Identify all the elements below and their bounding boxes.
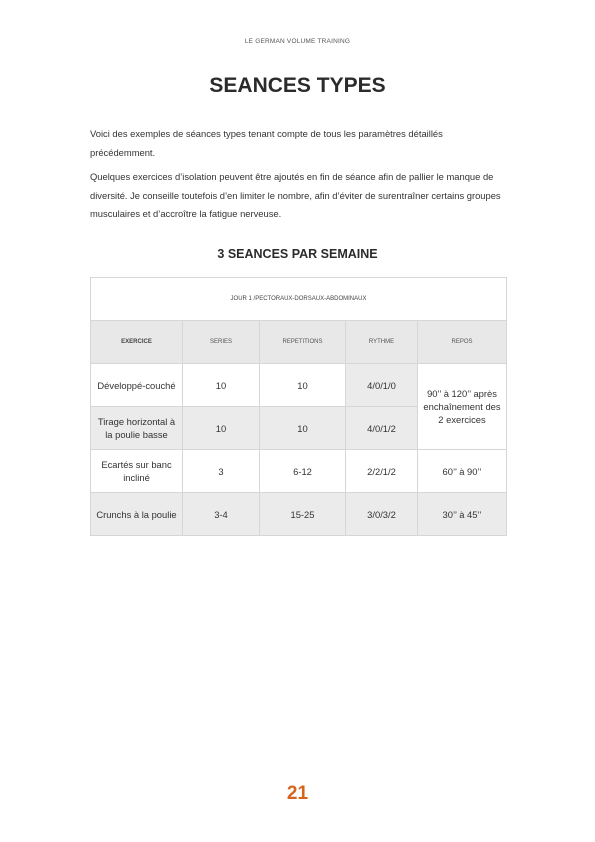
table-row [91,364,507,407]
exercise-cell: Développé-couché [91,364,183,407]
repetitions-cell: 15-25 [260,493,346,536]
column-header-rest: REPOS [418,321,507,364]
column-header-repetitions: REPETITIONS [260,321,346,364]
series-cell: 10 [183,407,260,450]
day-title-row [91,278,507,321]
rest-cell: 90’’ à 120’’ après enchaînement des 2 exercices [418,364,507,450]
tempo-cell: 4/0/1/2 [346,407,418,450]
column-header-row [91,321,507,364]
table-row [91,450,507,493]
intro-paragraph: Voici des exemples de séances types tenant compte de tous les paramètres détaillés précédemment. [90,128,443,158]
series-cell: 3-4 [183,493,260,536]
tempo-cell: 3/0/3/2 [346,493,418,536]
exercise-cell: Crunchs à la poulie [91,493,183,536]
tempo-cell: 4/0/1/0 [346,364,418,407]
tempo-cell: 2/2/1/2 [346,450,418,493]
day-title: JOUR 1 /PECTORAUX-DORSAUX-ABDOMINAUX [91,278,507,321]
repetitions-cell: 10 [260,364,346,407]
column-header-exercise: EXERCICE [91,321,183,364]
rest-cell: 60’’ à 90’’ [418,450,507,493]
table-row [91,493,507,536]
rest-cell: 30’’ à 45’’ [418,493,507,536]
series-cell: 3 [183,450,260,493]
running-header: LE GERMAN VOLUME TRAINING [244,38,351,45]
column-header-series: SERIES [183,321,260,364]
exercise-cell: Tirage horizontal à la poulie basse [91,407,183,450]
exercise-cell: Ecartés sur banc incliné [91,450,183,493]
page-title: SEANCES TYPES [209,74,386,97]
training-schedule-table [90,277,507,536]
page-number: 21 [286,783,309,804]
column-header-tempo: RYTHME [346,321,418,364]
repetitions-cell: 10 [260,407,346,450]
section-title: 3 SEANCES PAR SEMAINE [217,247,378,261]
isolation-paragraph: Quelques exercices d’isolation peuvent être ajoutés en fin de séance afin de pallier le manque de diversité. Je conseille toutefois d’en limiter le nombre, afin d’éviter de surentraîner certains groupes musculaires et d’accroître la fatigue nerveuse. [90,171,501,219]
repetitions-cell: 6-12 [260,450,346,493]
series-cell: 10 [183,364,260,407]
